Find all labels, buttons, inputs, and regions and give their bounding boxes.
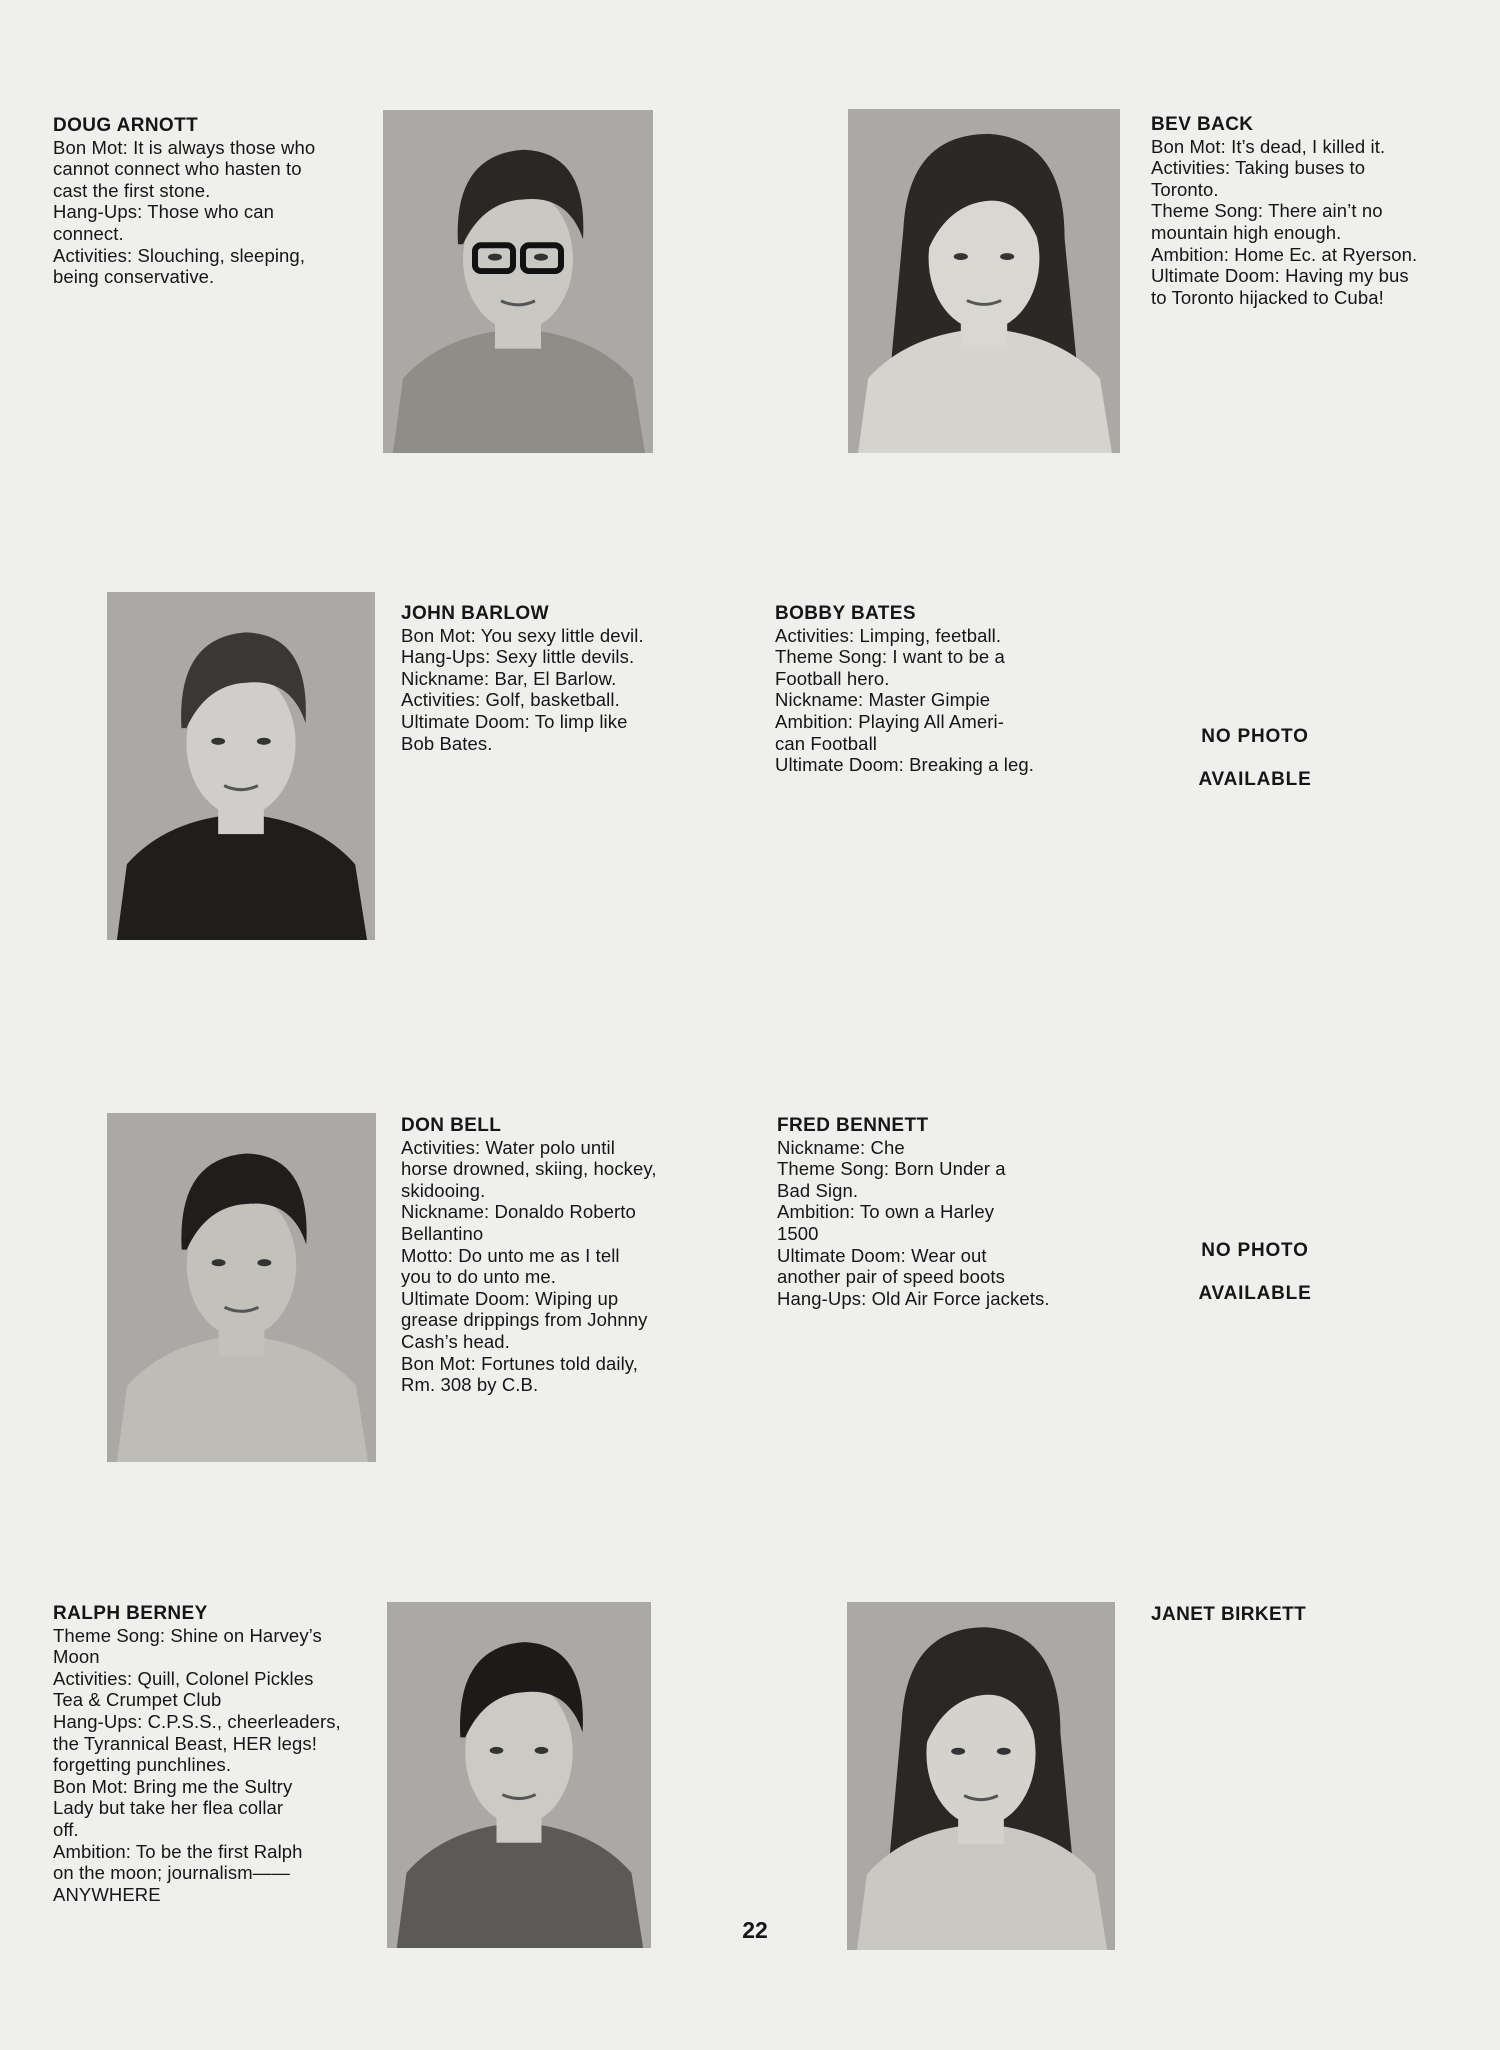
profile-line: Ambition: To be the first Ralph: [53, 1840, 303, 1862]
portrait-photo-bev-back: [848, 109, 1120, 453]
no-photo-line2: AVAILABLE: [1198, 1283, 1312, 1304]
profile-line: Hang-Ups: Sexy little devils.: [401, 646, 635, 668]
profile-line: Ultimate Doom: Breaking a leg.: [775, 754, 1035, 776]
profile-line: horse drowned, skiing, hockey,: [401, 1158, 657, 1180]
profile-line: Bon Mot: It is always those who: [53, 136, 316, 158]
portrait-image: [387, 1602, 651, 1948]
student-name: RALPH BERNEY: [53, 1603, 208, 1624]
profile-line: forgetting punchlines.: [53, 1754, 232, 1776]
student-name: FRED BENNETT: [777, 1115, 929, 1136]
profile-line: another pair of speed boots: [777, 1266, 1005, 1288]
eye-right: [1000, 253, 1014, 260]
profile-line: ANYWHERE: [53, 1883, 161, 1905]
profile-line: Lady but take her flea collar: [53, 1797, 284, 1819]
profile-line: being conservative.: [53, 266, 215, 288]
no-photo-placeholder-bobby-bates: [1155, 715, 1355, 801]
no-photo-line1: NO PHOTO: [1201, 1240, 1309, 1261]
profile-line: connect.: [53, 222, 124, 244]
entry-bobby-bates: [775, 603, 1034, 776]
profile-line: Hang-Ups: Old Air Force jackets.: [777, 1287, 1050, 1309]
profile-line: Moon: [53, 1646, 100, 1668]
eye-left: [211, 738, 225, 745]
eye-left: [951, 1748, 965, 1755]
portrait-image: [847, 1602, 1115, 1950]
profile-line: Activities: Golf, basketball.: [401, 689, 620, 711]
profile-line: Motto: Do unto me as I tell: [401, 1244, 620, 1266]
student-name: JANET BIRKETT: [1151, 1604, 1307, 1625]
profile-line: Nickname: Bar, El Barlow.: [401, 667, 617, 689]
profile-line: grease drippings from Johnny: [401, 1309, 648, 1331]
portrait-photo-don-bell: [107, 1113, 376, 1462]
profile-line: Ambition: To own a Harley: [777, 1201, 995, 1223]
entry-john-barlow: [401, 603, 644, 754]
profile-line: Bon Mot: You sexy little devil.: [401, 624, 644, 646]
profile-line: Bad Sign.: [777, 1179, 859, 1201]
profile-line: Activities: Limping, feetball.: [775, 624, 1002, 646]
profile-line: Activities: Taking buses to: [1151, 157, 1366, 179]
eye-left: [212, 1259, 226, 1266]
profile-line: Nickname: Che: [777, 1136, 905, 1158]
profile-line: Football hero.: [775, 667, 890, 689]
portrait-image: [848, 109, 1120, 453]
portrait-photo-doug-arnott: [383, 110, 653, 453]
no-photo-line2: AVAILABLE: [1198, 769, 1312, 790]
profile-line: off.: [53, 1818, 79, 1840]
profile-line: you to do unto me.: [401, 1266, 557, 1288]
profile-line: Theme Song: Born Under a: [777, 1158, 1006, 1180]
profile-line: Ultimate Doom: Wiping up: [401, 1287, 619, 1309]
profile-line: Activities: Quill, Colonel Pickles: [53, 1667, 314, 1689]
no-photo-placeholder-fred-bennett: [1155, 1229, 1355, 1315]
profile-line: Ultimate Doom: To limp like: [401, 710, 628, 732]
profile-line: skidooing.: [401, 1179, 486, 1201]
profile-line: mountain high enough.: [1151, 221, 1342, 243]
eye-right: [257, 1259, 271, 1266]
entry-ralph-berney: [53, 1603, 341, 1905]
profile-line: Ultimate Doom: Having my bus: [1151, 265, 1409, 287]
profile-line: Bob Bates.: [401, 732, 493, 754]
profile-line: cannot connect who hasten to: [53, 158, 302, 180]
profile-line: the Tyrannical Beast, HER legs!: [53, 1732, 317, 1754]
portrait-photo-janet-birkett: [847, 1602, 1115, 1950]
eye-left: [490, 1747, 504, 1754]
profile-line: Tea & Crumpet Club: [53, 1689, 222, 1711]
portrait-image: [383, 110, 653, 453]
eye-left: [488, 254, 502, 261]
entry-fred-bennett: [777, 1115, 1050, 1309]
student-name: JOHN BARLOW: [401, 603, 549, 624]
profile-line: Nickname: Master Gimpie: [775, 689, 991, 711]
profile-line: on the moon; journalism——: [53, 1862, 290, 1884]
entry-bev-back: [1151, 114, 1417, 308]
portrait-photo-ralph-berney: [387, 1602, 651, 1948]
student-name: DON BELL: [401, 1115, 502, 1136]
profile-line: Theme Song: Shine on Harvey’s: [53, 1624, 322, 1646]
profile-line: Hang-Ups: Those who can: [53, 201, 274, 223]
student-name: BEV BACK: [1151, 114, 1254, 135]
profile-line: Theme Song: There ain’t no: [1151, 200, 1383, 222]
student-name: DOUG ARNOTT: [53, 115, 199, 136]
profile-line: 1500: [777, 1222, 819, 1244]
page-number: 22: [742, 1917, 768, 1943]
profile-line: to Toronto hijacked to Cuba!: [1151, 286, 1384, 308]
portrait-image: [107, 592, 375, 940]
profile-line: can Football: [775, 732, 877, 754]
profile-line: Nickname: Donaldo Roberto: [401, 1201, 636, 1223]
student-name: BOBBY BATES: [775, 603, 916, 624]
profile-line: Toronto.: [1151, 178, 1219, 200]
portrait-image: [107, 1113, 376, 1462]
profile-line: Activities: Water polo until: [401, 1136, 615, 1158]
eye-left: [954, 253, 968, 260]
eye-right: [535, 1747, 549, 1754]
profile-line: Cash’s head.: [401, 1330, 510, 1352]
profile-line: Bellantino: [401, 1222, 484, 1244]
eye-right: [534, 254, 548, 261]
profile-line: cast the first stone.: [53, 179, 211, 201]
profile-line: Ambition: Playing All Ameri-: [775, 710, 1005, 732]
eye-right: [257, 738, 271, 745]
profile-line: Ambition: Home Ec. at Ryerson.: [1151, 243, 1418, 265]
profile-line: Hang-Ups: C.P.S.S., cheerleaders,: [53, 1710, 341, 1732]
portrait-photo-john-barlow: [107, 592, 375, 940]
entry-janet-birkett: [1151, 1604, 1306, 1626]
entry-don-bell: [401, 1115, 657, 1396]
profile-line: Bon Mot: Fortunes told daily,: [401, 1352, 639, 1374]
entry-doug-arnott: [53, 115, 315, 288]
profile-line: Activities: Slouching, sleeping,: [53, 244, 306, 266]
profile-line: Bon Mot: It’s dead, I killed it.: [1151, 135, 1386, 157]
profile-line: Rm. 308 by C.B.: [401, 1374, 539, 1396]
eye-right: [997, 1748, 1011, 1755]
profile-line: Theme Song: I want to be a: [775, 646, 1005, 668]
profile-line: Ultimate Doom: Wear out: [777, 1244, 987, 1266]
profile-line: Bon Mot: Bring me the Sultry: [53, 1775, 293, 1797]
no-photo-line1: NO PHOTO: [1201, 726, 1309, 747]
